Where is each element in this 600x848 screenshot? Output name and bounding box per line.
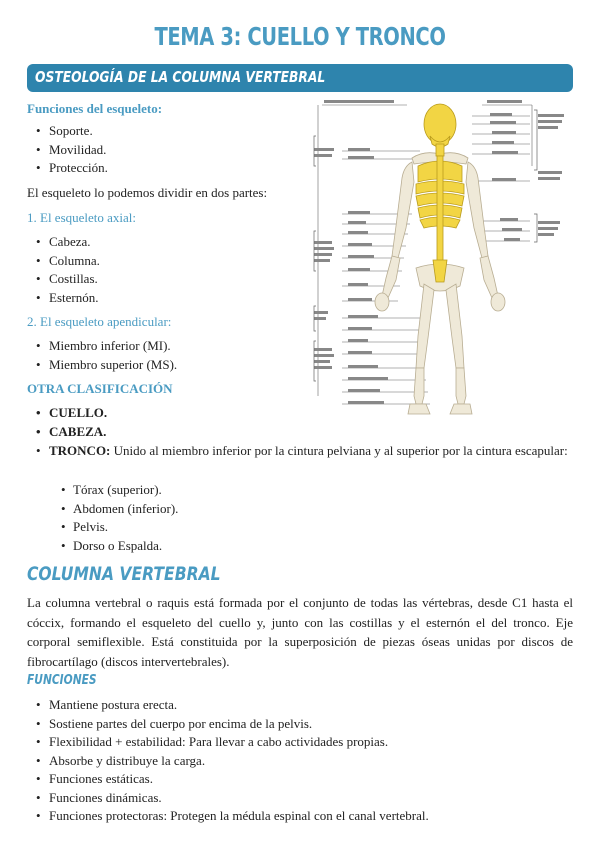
list-item: • Pelvis. [51, 518, 178, 537]
funciones-heading: FUNCIONES [27, 673, 97, 688]
tronco-text: Unido al miembro inferior por la cintura pelviana y al superior por la cintura escapular: [110, 443, 568, 458]
list-item: • Mantiene postura erecta. [27, 696, 429, 715]
list-item: • Columna. [27, 252, 100, 271]
appendicular-list [27, 337, 177, 374]
list-item: • Sostiene partes del cuerpo por encima de la pelvis. [27, 715, 429, 734]
axial-list [27, 233, 100, 307]
list-item: • Absorbe y distribuye la carga. [27, 752, 429, 771]
page-title: TEMA 3: CUELLO Y TRONCO [154, 22, 446, 51]
list-item: • Esternón. [27, 289, 100, 308]
list-item: • Miembro inferior (MI). [27, 337, 177, 356]
axial-bones [416, 104, 464, 282]
skeleton-illustration [312, 96, 576, 422]
list-item: • Abdomen (inferior). [51, 500, 178, 519]
appendicular-heading: 2. El esqueleto apendicular: [27, 314, 172, 329]
columna-heading: COLUMNA VERTEBRAL [27, 563, 221, 585]
columna-paragraph: La columna vertebral o raquis está formada por el conjunto de todas las vértebras, desde C1 hasta el cóccix, formando el esqueleto del cuello y, junto con las costillas y el esternón el del tronco. Eje corporal semiflexible. Está constituida por la superposición de piezas óseas unidas por discos de fibrocartílago (discos intervertebrales). [27, 595, 573, 669]
other-classification-heading: OTRA CLASIFICACIÓN [27, 381, 173, 396]
list-item: • Flexibilidad + estabilidad: Para llevar a cabo actividades propias. [27, 733, 429, 752]
list-item: • Tórax (superior). [51, 481, 178, 500]
list-item: • Movilidad. [27, 141, 108, 160]
divide-text: El esqueleto lo podemos dividir en dos partes: [27, 185, 268, 200]
list-item: • Funciones protectoras: Protegen la médula espinal con el canal vertebral. [27, 807, 429, 826]
list-item: • CABEZA. [27, 423, 107, 442]
list-item: • Costillas. [27, 270, 100, 289]
axial-heading: 1. El esqueleto axial: [27, 210, 137, 225]
tronco-label: TRONCO: [49, 443, 111, 458]
list-item: • Funciones estáticas. [27, 770, 429, 789]
list-item: • Soporte. [27, 122, 108, 141]
list-item: • Cabeza. [27, 233, 100, 252]
list-item: • Funciones dinámicas. [27, 789, 429, 808]
list-item: • CUELLO. [27, 404, 107, 423]
skeleton-functions-list [27, 122, 108, 178]
skeleton-functions-heading: Funciones del esqueleto: [27, 101, 163, 116]
section-banner-label: OSTEOLOGÍA DE LA COLUMNA VERTEBRAL [35, 68, 326, 86]
list-item: • Protección. [27, 159, 108, 178]
list-item: • Miembro superior (MS). [27, 356, 177, 375]
other-classification-list [27, 404, 107, 441]
tronco-sublist [51, 481, 178, 555]
columna-functions-list [27, 696, 429, 826]
list-item: • Dorso o Espalda. [51, 537, 178, 556]
section-banner [27, 64, 573, 92]
tronco-item: • TRONCO: Unido al miembro inferior por la cintura pelviana y al superior por la cintura escapular: [36, 443, 568, 458]
